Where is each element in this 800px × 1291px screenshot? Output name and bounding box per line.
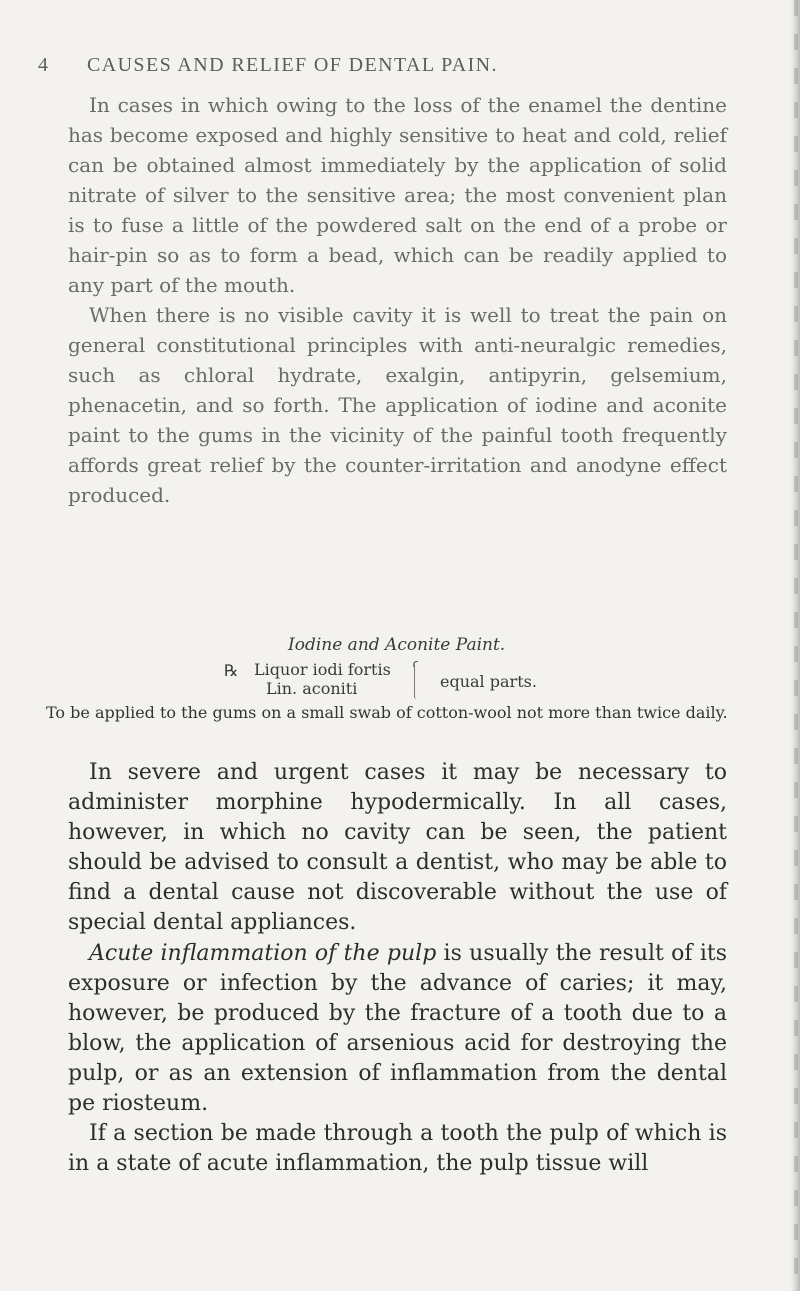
paragraph-4-text: is usually the result of its exposure or infection by the advance of caries; it may, however, be produced by the fracture of a tooth due to a blow, the application of arsenious acid for destroying the pulp, or as an extension of inflammation from the dental pe riosteum. xyxy=(68,940,727,1117)
page-header xyxy=(0,54,800,82)
page-edge-marks xyxy=(794,0,798,1291)
lower-body-text xyxy=(68,758,727,1179)
upper-body-text xyxy=(68,90,727,510)
paragraph-4 xyxy=(68,939,727,1120)
prescription-proportion: equal parts. xyxy=(440,672,537,691)
ingredient-1: Liquor iodi fortis xyxy=(254,660,391,679)
paragraph-5: If a section be made through a tooth the pulp of which is in a state of acute inflammation, the pulp tissue will xyxy=(68,1121,727,1177)
paragraph-4-italic-lead: Acute inflammation of the pulp xyxy=(89,940,437,966)
ingredient-2: Lin. aconiti xyxy=(266,679,358,698)
prescription-symbol: ℞ xyxy=(224,661,239,680)
brace-icon xyxy=(414,662,421,699)
paragraph-2: When there is no visible cavity it is well to treat the pain on general constitutional principles with anti-neuralgic remedies, such as chloral hydrate, exalgin, antipyrin, gelsemium, phenacetin, and so forth. The application of iodine and aconite paint to the gums in the vicinity of the painful tooth frequently affords great relief by the counter-irritation and anodyne effect produced. xyxy=(68,303,727,507)
prescription-directions: To be applied to the gums on a small swab of cotton-wool not more than twice daily. xyxy=(46,703,728,722)
page-number: 4 xyxy=(38,54,50,76)
running-head: CAUSES AND RELIEF OF DENTAL PAIN. xyxy=(87,54,498,76)
paragraph-3: In severe and urgent cases it may be necessary to administer morphine hypodermically. In all cases, however, in which no cavity can be seen, the patient should be advised to consult a dentist, who may be able to find a dental cause not discoverable without the use of special dental appliances. xyxy=(68,760,727,936)
prescription-title: Iodine and Aconite Paint. xyxy=(288,635,506,655)
paragraph-1: In cases in which owing to the loss of the enamel the dentine has become exposed and highly sensitive to heat and cold, relief can be obtained almost immediately by the application of solid nitrate of silver to the sensitive area; the most convenient plan is to fuse a little of the powdered salt on the end of a probe or hair-pin so as to form a bead, which can be readily applied to any part of the mouth. xyxy=(68,93,727,297)
